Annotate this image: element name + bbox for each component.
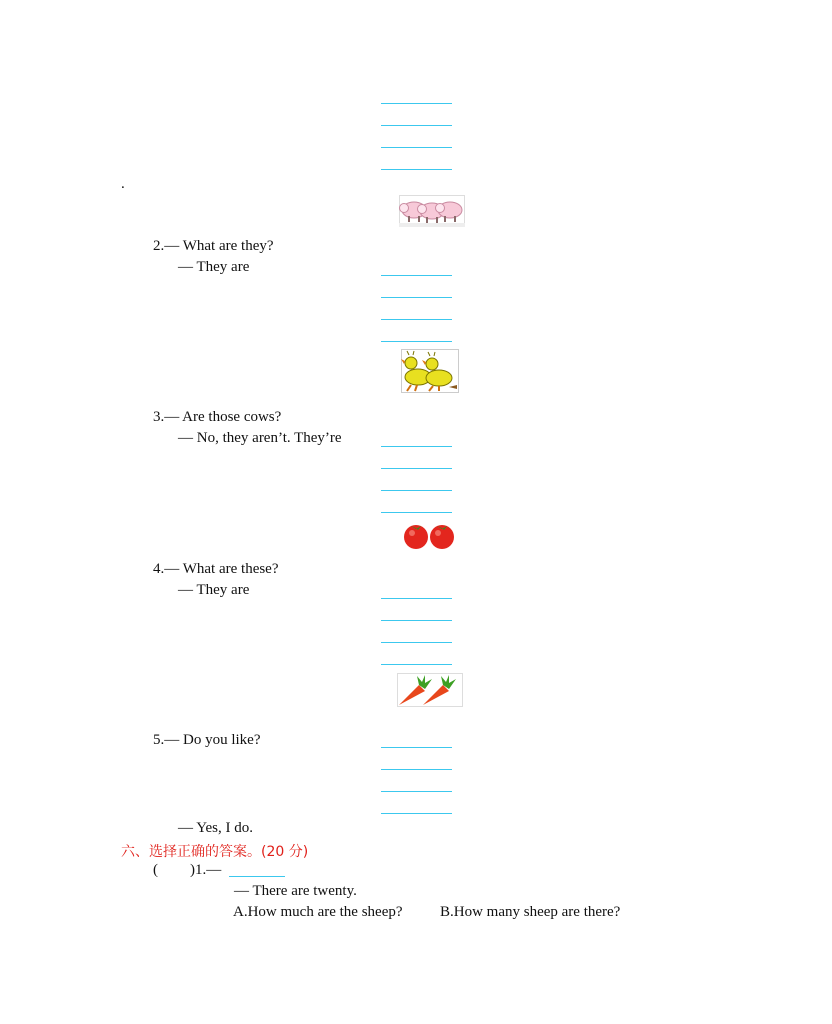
writing-line[interactable]: [381, 341, 452, 342]
writing-line[interactable]: [381, 297, 452, 298]
writing-line[interactable]: [381, 275, 452, 276]
question-5: 5.— Do you like?: [153, 732, 261, 748]
writing-line[interactable]: [381, 747, 452, 748]
answer-3: — No, they aren’t. They’re: [178, 430, 342, 446]
writing-line[interactable]: [381, 147, 452, 148]
question-4: 4.— What are these?: [153, 561, 279, 577]
answer-5: — Yes, I do.: [178, 820, 254, 836]
option-a[interactable]: A.How much are the sheep?: [233, 904, 403, 920]
writing-line[interactable]: [381, 468, 452, 469]
writing-line[interactable]: [381, 813, 452, 814]
stray-dot: .: [121, 176, 125, 192]
writing-line[interactable]: [381, 169, 452, 170]
writing-line[interactable]: [381, 642, 452, 643]
writing-line[interactable]: [381, 512, 452, 513]
writing-line[interactable]: [381, 664, 452, 665]
writing-line[interactable]: [381, 125, 452, 126]
question-2: 2.— What are they?: [153, 238, 274, 254]
answer-4: — They are: [178, 582, 250, 598]
choice-reply: — There are twenty.: [234, 883, 357, 899]
answer-2: — They are: [178, 259, 250, 275]
sheep-image: [399, 195, 465, 227]
question-3: 3.— Are those cows?: [153, 409, 282, 425]
ducks-image: [401, 349, 459, 393]
answer-blank[interactable]: [229, 876, 285, 877]
tomatoes-image: [402, 521, 456, 551]
choice-number: )1.—: [190, 862, 222, 878]
writing-line[interactable]: [381, 103, 452, 104]
writing-line[interactable]: [381, 490, 452, 491]
writing-line[interactable]: [381, 319, 452, 320]
writing-line[interactable]: [381, 769, 452, 770]
option-b[interactable]: B.How many sheep are there?: [440, 904, 621, 920]
writing-line[interactable]: [381, 598, 452, 599]
section-6-title: 六、选择正确的答案。(20 分): [121, 844, 309, 860]
carrots-image: [397, 673, 463, 707]
writing-line[interactable]: [381, 791, 452, 792]
writing-line[interactable]: [381, 446, 452, 447]
choice-paren-left: (: [153, 862, 158, 878]
writing-line[interactable]: [381, 620, 452, 621]
